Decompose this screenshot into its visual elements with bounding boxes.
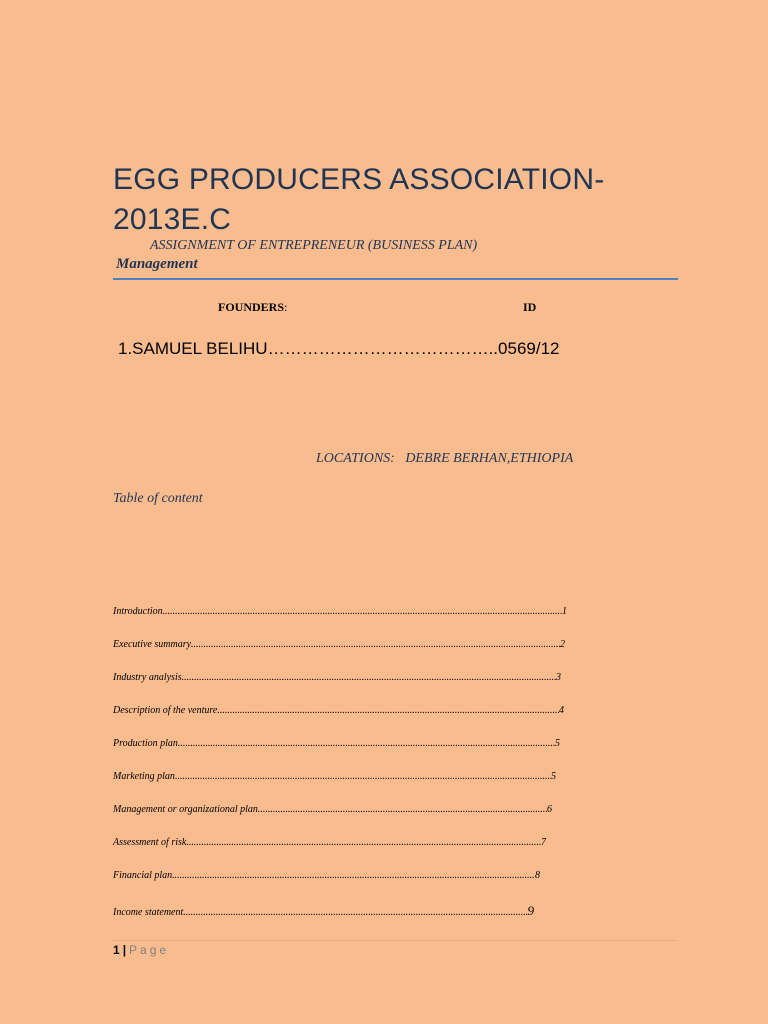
document-subtitle-management: Management	[116, 256, 198, 272]
toc-item-label: Management or organizational plan	[113, 804, 258, 815]
document-title: EGG PRODUCERS ASSOCIATION-2013E.C	[113, 163, 605, 236]
footer-divider	[113, 940, 678, 941]
toc-item-page: 8	[535, 870, 540, 881]
footer-separator: |	[122, 943, 127, 957]
toc-item-page: 2	[560, 639, 565, 650]
toc-item-page: 7	[541, 837, 546, 848]
toc-item-label: Executive summary	[113, 639, 192, 650]
toc-item-page: 6	[547, 804, 552, 815]
page-footer	[113, 943, 169, 957]
toc-item-label: Financial plan	[113, 870, 173, 881]
toc-item[interactable]	[113, 639, 565, 655]
toc-item-label: Description of the venture	[113, 705, 218, 716]
founders-label-text: FOUNDERS	[218, 300, 285, 314]
title-divider	[113, 278, 678, 280]
toc-item-page: 9	[527, 903, 534, 918]
founders-colon: :	[284, 300, 288, 314]
toc-item[interactable]	[113, 672, 561, 688]
toc-leader	[178, 738, 555, 749]
document-subtitle: ASSIGNMENT OF ENTREPRENEUR (BUSINESS PLAN)	[150, 238, 478, 253]
toc-item-label: Marketing plan	[113, 771, 175, 782]
toc-item-label: Introduction	[113, 606, 163, 617]
toc-item-page: 3	[556, 672, 561, 683]
toc-item-label: Assessment of risk	[113, 837, 187, 848]
toc-item[interactable]	[113, 738, 560, 754]
toc-item-label: Production plan	[113, 738, 178, 749]
founder-entry: 1.SAMUEL BELIHU…………………………………..0569/12	[118, 339, 560, 358]
toc-item[interactable]	[113, 771, 556, 787]
toc-item-page: 4	[559, 705, 564, 716]
toc-leader	[186, 837, 541, 848]
toc-leader	[172, 870, 535, 881]
locations-line: LOCATIONS: DEBRE BERHAN,ETHIOPIA	[316, 451, 574, 466]
toc-item[interactable]	[113, 705, 564, 721]
toc-leader	[217, 705, 559, 716]
toc-item-label: Income statement	[113, 907, 184, 918]
toc-item-label: Industry analysis	[113, 672, 182, 683]
footer-page-word: Page	[129, 943, 170, 957]
toc-leader	[182, 672, 556, 683]
toc-item[interactable]	[113, 837, 546, 853]
toc-item-page: 5	[555, 738, 560, 749]
founders-label	[218, 300, 287, 315]
toc-item-page: 5	[551, 771, 556, 782]
id-label: ID	[523, 300, 537, 314]
toc-leader	[191, 639, 560, 650]
toc-leader	[183, 907, 527, 918]
toc-item[interactable]	[113, 870, 540, 886]
toc-item[interactable]	[113, 903, 534, 919]
toc-heading: Table of content	[113, 491, 203, 506]
toc-leader	[258, 804, 547, 815]
footer-page-number: 1	[113, 943, 120, 957]
toc-item[interactable]	[113, 606, 567, 622]
toc-leader	[175, 771, 551, 782]
toc-item[interactable]	[113, 804, 552, 820]
toc-leader	[163, 606, 562, 617]
toc-item-page: 1	[562, 606, 567, 617]
